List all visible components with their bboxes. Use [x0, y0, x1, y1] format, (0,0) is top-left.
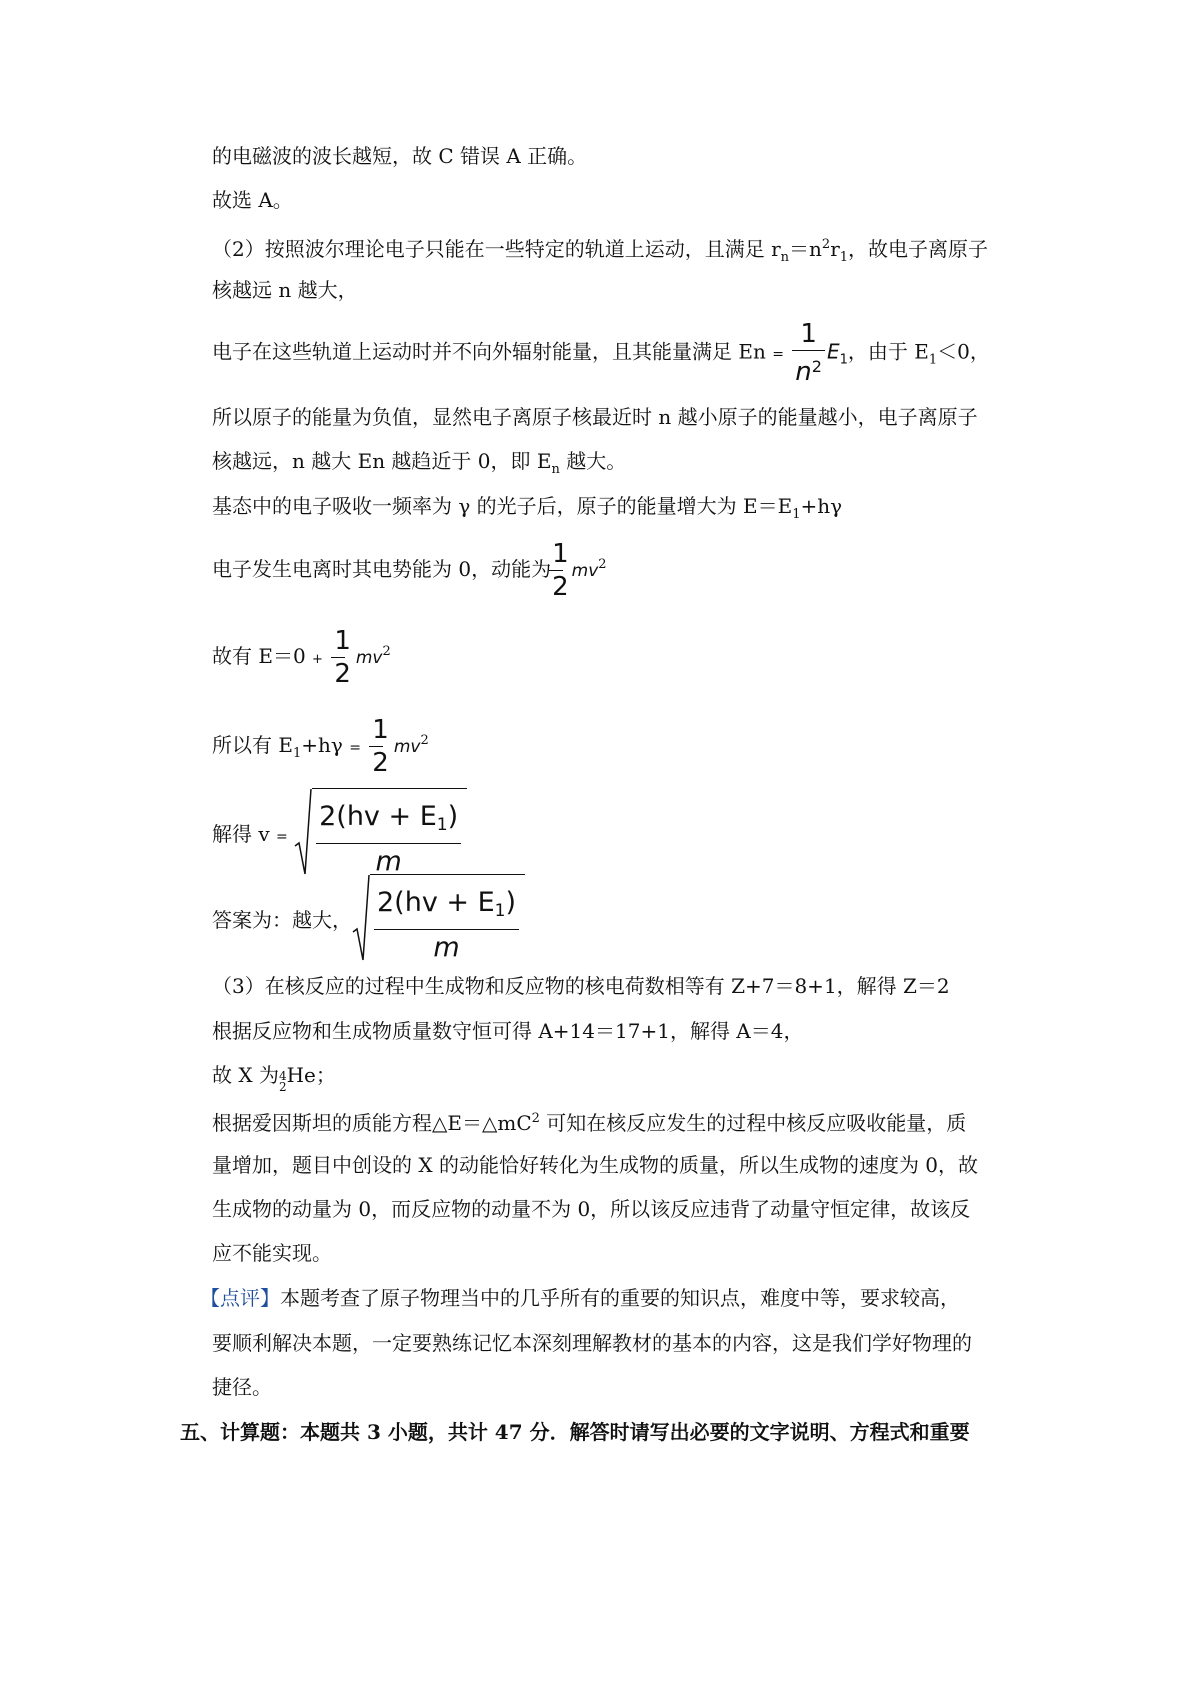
text-line-16: 故 X 为 4 2 He；: [212, 1063, 336, 1094]
answer-sqrt: $\frac{2(hv + E_1)}{m}$: [352, 874, 525, 969]
comment-tag: 【点评】: [200, 1286, 280, 1310]
text-line-20: 应不能实现。: [212, 1241, 332, 1265]
section-heading: 五、计算题：本题共 3 小题，共计 47 分．解答时请写出必要的文字说明、方程式和重要: [180, 1420, 970, 1444]
text-line-17: 根据爱因斯坦的质能方程$\triangle E=\triangle mC^2$ 可知在核反应发生的过程中核反应吸收能量，质: [212, 1111, 967, 1135]
text-line-10: 故有 E＝0 + $\frac{1}{2}$ $mv^2$: [212, 626, 391, 689]
text-line-13: 答案为：越大， $\frac{2(hv + E_1)}{m}$: [212, 874, 525, 969]
text-line-21: 【点评】本题考查了原子物理当中的几乎所有的重要的知识点，难度中等，要求较高，: [200, 1286, 960, 1310]
text-line-6: 所以原子的能量为负值，显然电子离原子核最近时 n 越小原子的能量越小，电子离原子: [212, 405, 978, 429]
text-line-8: 基态中的电子吸收一频率为 γ 的光子后，原子的能量增大为 $E=E_1+h\gamma$: [212, 494, 843, 522]
text-line-4: 核越远 n 越大，: [212, 278, 358, 302]
kinetic-energy-fraction-2: $\frac{1}{2}$: [331, 625, 354, 690]
text-line-2: 故选 A。: [212, 188, 293, 212]
kinetic-energy-fraction-3: $\frac{1}{2}$: [369, 714, 392, 779]
text-line-22: 要顺利解决本题，一定要熟练记忆本深刻理解教材的基本的内容，这是我们学好物理的: [212, 1331, 972, 1355]
text-line-7: 核越远，n 越大 En 越趋近于 0，即 $E_n$ 越大。: [212, 449, 627, 477]
text-line-15: 根据反应物和生成物质量数守恒可得 A+14＝17+1，解得 A＝4，: [212, 1019, 804, 1043]
text-line-23: 捷径。: [212, 1375, 272, 1399]
text-line-14: （3）在核反应的过程中生成物和反应物的核电荷数相等有 Z+7＝8+1，解得 Z＝2: [212, 974, 950, 998]
text-line-1: 的电磁波的波长越短，故 C 错误 A 正确。: [212, 144, 588, 168]
text-line-9: 电子发生电离时其电势能为 0，动能为 $\frac{1}{2}$ $mv^2$: [212, 539, 607, 602]
text-line-18: 量增加，题目中创设的 X 的动能恰好转化为生成物的质量，所以生成物的速度为 0，故: [212, 1153, 979, 1177]
energy-level-fraction: $\frac{1}{n^2}$: [792, 318, 825, 388]
text-line-5: 电子在这些轨道上运动时并不向外辐射能量，且其能量满足 En = $\frac{1}{n^2}$ $E_1$，由于 $E_1<0$，: [212, 319, 990, 387]
text-line-19: 生成物的动量为 0，而反应物的动量不为 0，所以该反应违背了动量守恒定律，故该反: [212, 1197, 971, 1221]
text-line-12: 解得 v = $\frac{2(hv + E_1)}{m}$: [212, 788, 467, 883]
kinetic-energy-fraction: $\frac{1}{2}$: [549, 538, 572, 603]
text-line-3: （2）按照波尔理论电子只能在一些特定的轨道上运动，且满足 $r_n=n^2r_1$，故电子离原子: [212, 237, 989, 265]
helium-isotope-notation: 4 2: [278, 1069, 287, 1094]
text-line-11: 所以有 $E_1+h\gamma$ = $\frac{1}{2}$ $mv^2$: [212, 715, 429, 778]
velocity-sqrt: $\frac{2(hv + E_1)}{m}$: [294, 788, 467, 883]
